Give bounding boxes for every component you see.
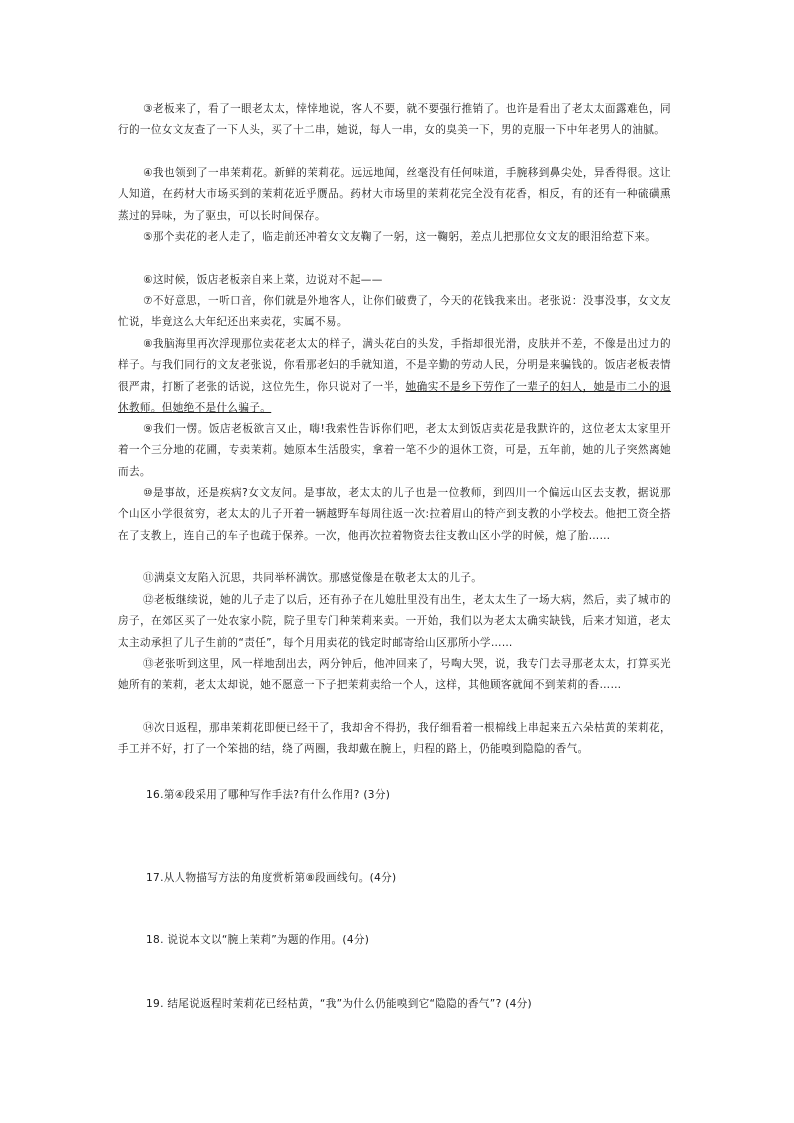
paragraph-8 xyxy=(118,334,671,419)
paragraph-13: ⑬老张听到这里，风一样地刮出去，两分钟后，他冲回来了，号啕大哭，说，我专门去寻那老太太，打算买光她所有的茉莉，老太太却说，她不愿意一下子把茉莉卖给一个人，这样，其他顾客就闻不到茉莉的香…… xyxy=(118,658,671,692)
paragraph-8-text: ⑧我脑海里再次浮现那位卖花老太太的样子，满头花白的头发，手指却很光滑，皮肤并不差，不像是出过力的样子。与我们同行的文友老张说，你看那老妇的手就知道，不是辛勤的劳动人民，分明是来骗钱的。饭店老板表情很严肃，打断了老张的话说，这位先生，你只说对了一半， xyxy=(118,338,671,393)
paragraph-14: ⑭次日返程，那串茉莉花即便已经干了，我却舍不得扔，我仔细看着一根棉线上串起来五六朵枯黄的茉莉花，手工并不好，打了一个笨拙的结，绕了两圈，我却戴在腕上，归程的路上，仍能嗅到隐隐的香气。 xyxy=(118,722,671,756)
question-19: 19. 结尾说返程时茉莉花已经枯黄，“我”为什么仍能嗅到它“隐隐的香气”? (4分) xyxy=(146,998,532,1010)
paragraph-4: ④我也领到了一串茉莉花。新鲜的茉莉花。远远地闻，丝毫没有任何味道，手腕移到鼻尖处，异香得很。这让人知道，在药材大市场买到的茉莉花近乎赝品。药材大市场里的茉莉花完全没有花香，相反，有的还有一种硫磺熏蒸过的异味，为了驱虫，可以长时间保存。 xyxy=(118,167,671,222)
paragraph-6: ⑥这时候，饭店老板亲自来上菜，边说对不起—— xyxy=(143,274,383,286)
question-18: 18. 说说本文以“腕上茉莉”为题的作用。(4分) xyxy=(146,934,370,946)
paragraph-3: ③老板来了，看了一眼老太太，悻悻地说，客人不要，就不要强行推销了。也许是看出了老太太面露难色，同行的一位女文友查了一下人头，买了十二串，她说，每人一串，女的臭美一下，男的克服一下中年老男人的油腻。 xyxy=(118,103,671,137)
paragraph-11: ⑪满桌文友陷入沉思，共同举杯满饮。那感觉像是在敬老太太的儿子。 xyxy=(143,572,483,584)
paragraph-9: ⑨我们一愣。饭店老板欲言又止，嗨!我索性告诉你们吧，老太太到饭店卖花是我默许的，这位老太太家里开着一个三分地的花圃，专卖茉莉。她原本生活殷实，拿着一笔不少的退休工资，可是，五年前，她的儿子突然离她而去。 xyxy=(118,423,671,478)
paragraph-8-underlined-sentence: 她确实不是乡下劳作了一辈子的妇人，她是市二小的退休教师。但她绝不是什么骗子。 xyxy=(118,380,671,414)
paragraph-10: ⑩是事故，还是疾病?女文友问。是事故，老太太的儿子也是一位教师，到四川一个偏远山区去支教，据说那个山区小学很贫穷，老太太的儿子开着一辆越野车每周往返一次:拉着眉山的特产到支教的小学校去。他把工资全搭在了支教上，连自己的车子也疏于保养。一次，他再次拉着物资去往支教山区小学的时候，熄了胎…… xyxy=(118,487,671,542)
paragraph-5: ⑤那个卖花的老人走了，临走前还冲着女文友鞠了一躬，这一鞠躬，差点儿把那位女文友的眼泪给惹下来。 xyxy=(143,231,657,243)
paragraph-7: ⑦不好意思，一听口音，你们就是外地客人，让你们破费了，今天的花钱我来出。老张说：没事没事，女文友忙说，毕竟这么大年纪还出来卖花，实属不易。 xyxy=(118,295,671,329)
question-16: 16.第④段采用了哪种写作手法?有什么作用? (3分) xyxy=(146,789,391,801)
paragraph-12: ⑫老板继续说，她的儿子走了以后，还有孙子在儿媳肚里没有出生，老太太生了一场大病，然后，卖了城市的房子，在郊区买了一处农家小院，院子里专门种茉莉来卖。一开始，我们以为老太太确实缺钱，后来才知道，老太太主动承担了儿子生前的“责任”，每个月用卖花的钱定时邮寄给山区那所小学…… xyxy=(118,594,671,649)
question-17: 17.从人物描写方法的角度赏析第⑧段画线句。(4分) xyxy=(146,872,397,884)
